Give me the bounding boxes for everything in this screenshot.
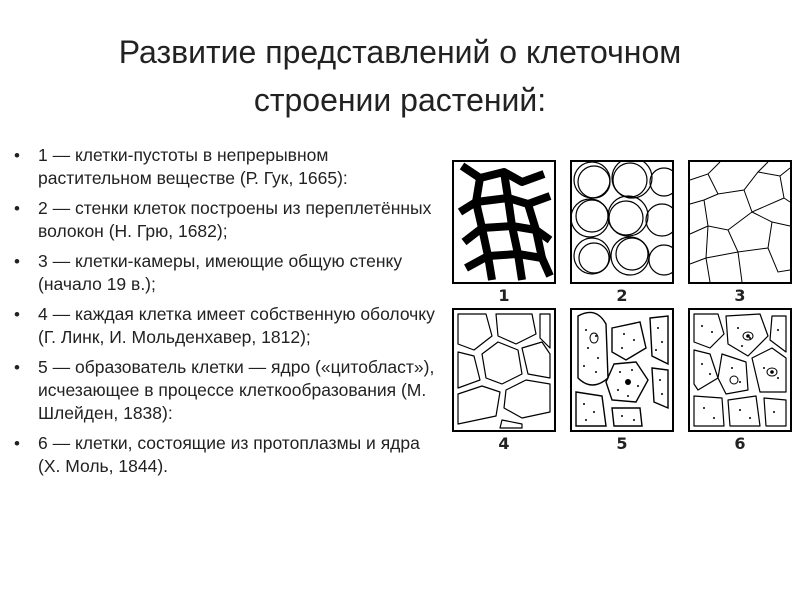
bullet-item: [14, 432, 446, 478]
bullet-text: 1 — клетки-пустоты в непрерывном растительном веществе (Р. Гук, 1665):: [38, 145, 348, 188]
slide-title: [40, 28, 760, 124]
bullet-item: [14, 250, 446, 296]
panel-protoplasm: [688, 308, 792, 432]
bullet-text: 3 — клетки-камеры, имеющие общую стенку (начало 19 в.);: [38, 251, 403, 294]
panel-grew-fibres: [570, 160, 674, 284]
figure-label-5: 5: [616, 434, 628, 453]
figure-label-1: 1: [498, 286, 510, 305]
bullet-text: 6 — клетки, состоящие из протоплазмы и ядра (Х. Моль, 1844).: [38, 433, 420, 476]
bullet-item: [14, 144, 446, 190]
cell-theory-figure: [452, 160, 792, 460]
title-line-2: строении растений:: [253, 82, 547, 118]
bullet-marker: •: [14, 146, 20, 165]
bullet-marker: •: [14, 252, 20, 271]
panel-own-membrane: [452, 308, 556, 432]
figure-label-3: 3: [734, 286, 746, 305]
bullet-text: 5 — образователь клетки — ядро («цитобласт»), исчезающее в процессе клеткообразования (М. Шлейден, 1838):: [38, 357, 435, 423]
figure-label-4: 4: [498, 434, 510, 453]
figure-label-6: 6: [734, 434, 746, 453]
bullet-marker: •: [14, 305, 20, 324]
bullet-text: 2 — стенки клеток построены из переплетённых волокон (Н. Грю, 1682);: [38, 198, 432, 241]
bullet-item: [14, 303, 446, 349]
panel-cytoblast: [570, 308, 674, 432]
title-line-1: Развитие представлений о клеточном: [118, 34, 682, 70]
bullet-marker: •: [14, 358, 20, 377]
bullet-marker: •: [14, 199, 20, 218]
panel-hooke-cells: [452, 160, 556, 284]
bullet-list: [14, 144, 446, 485]
figure-label-2: 2: [616, 286, 628, 305]
bullet-text: 4 — каждая клетка имеет собственную оболочку (Г. Линк, И. Мольденхавер, 1812);: [38, 304, 435, 347]
panel-cell-chambers: [688, 160, 792, 284]
bullet-item: [14, 356, 446, 425]
bullet-marker: •: [14, 434, 20, 453]
bullet-item: [14, 197, 446, 243]
